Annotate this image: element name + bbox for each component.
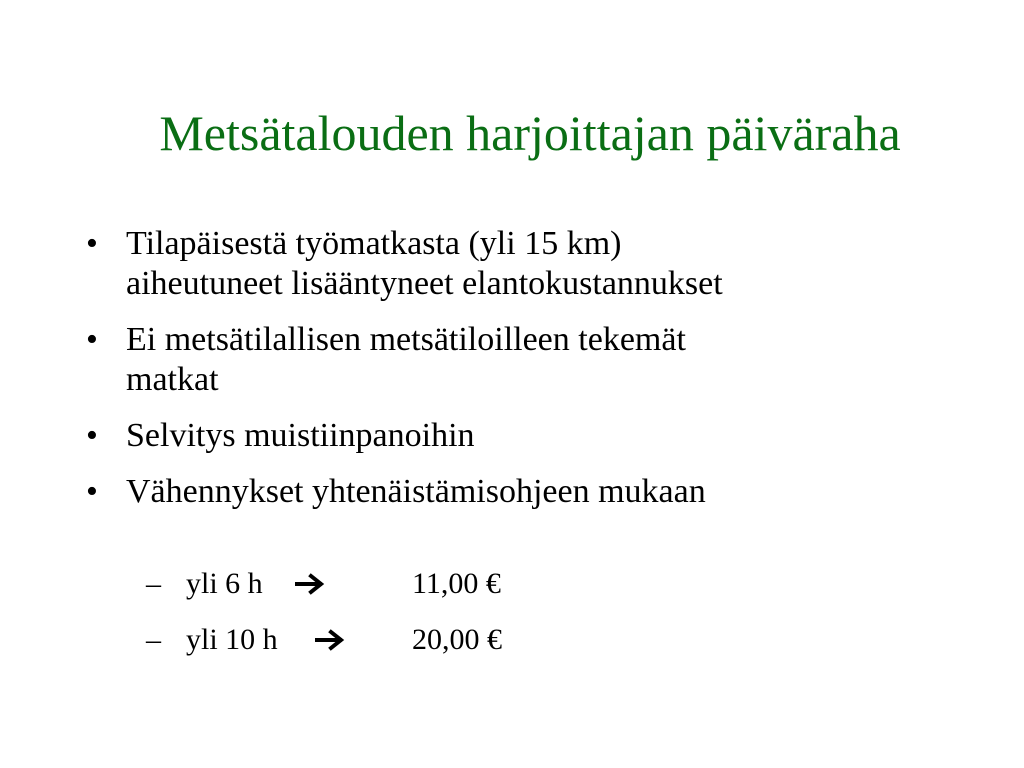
- right-arrow-icon: [314, 628, 348, 652]
- bullet-dot: •: [86, 321, 98, 358]
- bullet-dot: •: [86, 473, 98, 510]
- bullet-text-line: Tilapäisestä työmatkasta (yli 15 km): [126, 225, 622, 262]
- sub-bullet-dash: –: [146, 623, 161, 656]
- duration-label: yli 10 h: [186, 623, 278, 656]
- sub-bullet-dash: –: [146, 567, 161, 600]
- bullet-item: [86, 320, 986, 400]
- bullet-text-line: matkat: [126, 361, 219, 398]
- allowance-amount: 11,00 €: [412, 567, 501, 600]
- duration-label: yli 6 h: [186, 567, 263, 600]
- bullet-item: [86, 224, 986, 304]
- bullet-item: [86, 472, 986, 512]
- bullet-text-line: Vähennykset yhtenäistämisohjeen mukaan: [126, 473, 706, 510]
- bullet-list: [86, 224, 986, 522]
- bullet-item: [86, 416, 986, 456]
- bullet-text-line: aiheutuneet lisääntyneet elantokustannukset: [126, 265, 723, 302]
- slide-title: Metsätalouden harjoittajan päiväraha: [159, 105, 901, 161]
- bullet-dot: •: [86, 225, 98, 262]
- allowance-amount: 20,00 €: [412, 623, 502, 656]
- bullet-text-line: Ei metsätilallisen metsätiloilleen tekemät: [126, 321, 686, 358]
- right-arrow-icon: [294, 572, 328, 596]
- bullet-dot: •: [86, 417, 98, 454]
- bullet-text-line: Selvitys muistiinpanoihin: [126, 417, 475, 454]
